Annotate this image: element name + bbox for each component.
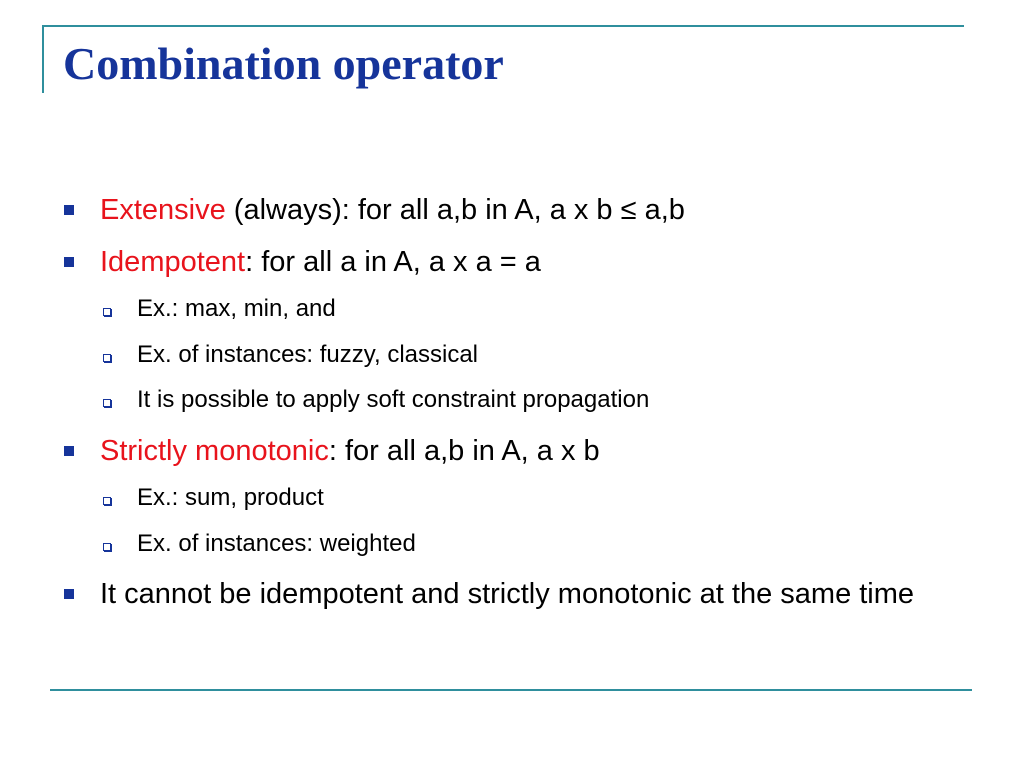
- bullet-conclusion: [100, 577, 970, 611]
- hollow-square-bullet-icon: [103, 543, 111, 551]
- bullet-highlight: Idempotent: [100, 246, 246, 278]
- hollow-square-bullet-icon: [103, 308, 111, 316]
- hollow-square-bullet-icon: [103, 399, 111, 407]
- sub-bullet-text: Ex. of instances: weighted: [137, 530, 416, 557]
- sub-bullet-text: Ex.: sum, product: [137, 484, 324, 511]
- hollow-square-bullet-icon: [103, 497, 111, 505]
- bullet-strictly-monotonic: [100, 434, 600, 468]
- bullet-text: It cannot be idempotent and strictly monotonic at the same time: [100, 578, 915, 610]
- square-bullet-icon: [64, 205, 74, 215]
- square-bullet-icon: [64, 257, 74, 267]
- sub-bullet: [137, 386, 649, 414]
- bullet-text: : for all a in A, a x a = a: [245, 246, 541, 278]
- bullet-text: : for all a,b in A, a x b: [328, 435, 600, 467]
- sub-bullet: [137, 341, 478, 369]
- bullet-highlight: Extensive: [100, 194, 226, 226]
- sub-bullet-text: Ex.: max, min, and: [137, 295, 336, 322]
- sub-bullet: [137, 530, 416, 558]
- sub-bullet: [137, 295, 336, 323]
- square-bullet-icon: [64, 589, 74, 599]
- bullet-highlight: Strictly monotonic: [100, 435, 329, 467]
- bullet-extensive: [100, 193, 685, 227]
- square-bullet-icon: [64, 446, 74, 456]
- sub-bullet: [137, 484, 324, 512]
- slide-title: Combination operator: [63, 38, 504, 89]
- bullet-text: (always): for all a,b in A, a x b ≤ a,b: [225, 194, 685, 226]
- sub-bullet-text: Ex. of instances: fuzzy, classical: [137, 341, 479, 368]
- sub-bullet-text: It is possible to apply soft constraint propagation: [137, 386, 650, 413]
- bullet-idempotent: [100, 245, 541, 279]
- hollow-square-bullet-icon: [103, 354, 111, 362]
